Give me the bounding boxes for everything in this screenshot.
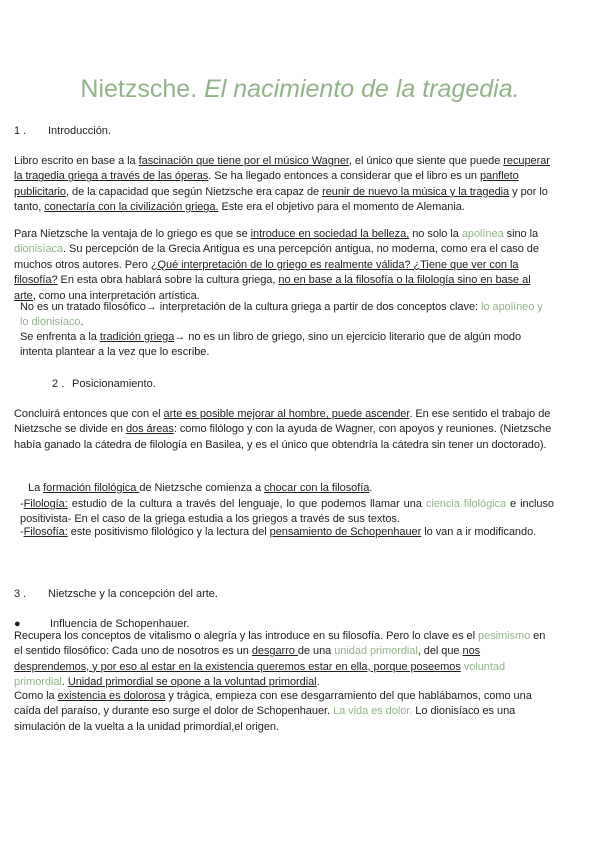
underlined-text: tradición griega	[99, 331, 175, 343]
text-run: estudio de la cultura a través del lenguaje, lo que podemos llamar una	[67, 498, 426, 510]
underlined-text: recuperar la tragedia griega a través de las óperas	[14, 155, 550, 183]
underlined-text: panfleto publicitario	[14, 170, 519, 198]
text-run: : como filólogo y con la ayuda de Wagner, con apoyos y reuniones. (Nietzsche había ganado la cátedra de filología en Basilea, y es el único que obtendría la cátedra sin tener un doctorado).	[14, 423, 552, 451]
text-run: Como la	[14, 690, 58, 702]
text-run: sino la	[503, 228, 539, 240]
underlined-text: Unidad primordial se opone a la voluntad primordial	[67, 676, 317, 689]
underlined-text: Filología:	[23, 498, 68, 510]
text-run: Este era el objetivo para el momento de Alemania.	[218, 201, 465, 214]
highlighted-term: dionisíaca	[14, 243, 64, 256]
section-heading-posicionamiento	[52, 377, 156, 391]
section-label: Nietzsche y la concepción del arte.	[48, 588, 218, 600]
text-run: .	[61, 676, 68, 689]
title-main: Nietzsche.	[80, 75, 205, 103]
text-run: Recupera los conceptos de vitalismo o alegría y las introduce en su filosofía. Pero lo clave es el	[14, 630, 479, 642]
highlighted-term: lo apolíneo y lo dionisíaco	[20, 301, 543, 329]
text-run: e incluso positivista- En el caso de la griega estudia a los griegos a través de sus textos.	[20, 498, 554, 526]
section-label: Introducción.	[48, 125, 111, 137]
underlined-text: conectaría con la civilización griega.	[44, 201, 219, 214]
underlined-text: fascinación que tiene por el músico Wagner	[138, 155, 349, 167]
text-run: No es un tratado filosófico→ interpretación de la cultura griega a partir de dos conceptos clave:	[20, 301, 482, 313]
title-italic: El nacimiento de la tragedia.	[204, 75, 520, 103]
underlined-text: Filosofía:	[23, 526, 68, 538]
text-run: .	[80, 316, 84, 329]
section-heading-introduccion	[14, 124, 111, 138]
page-title	[0, 74, 600, 104]
text-run: de una	[297, 645, 335, 658]
underlined-text: introduce en sociedad la belleza,	[250, 228, 410, 240]
text-run: .	[369, 482, 373, 494]
text-run: . En ese sentido el trabajo de Nietzsche se divide en	[14, 408, 551, 436]
posicionamiento-paragraph-4	[20, 525, 554, 540]
posicionamiento-paragraph-3	[20, 497, 554, 528]
text-run: Para Nietzsche la ventaja de lo griego es que se	[14, 228, 251, 240]
underlined-text: dos áreas	[125, 423, 174, 436]
posicionamiento-paragraph-1	[14, 407, 554, 453]
text-run: de Nietzsche comienza a	[139, 482, 265, 494]
section-number: 3 .	[14, 588, 27, 600]
posicionamiento-paragraph-2	[28, 481, 554, 496]
arte-paragraph-2	[14, 689, 554, 735]
text-run: En esta obra hablará sobre la cultura griega,	[57, 274, 279, 287]
text-run: Lo dionisíaco es una simulación de la vuelta a la unidad primordial,el origen.	[14, 705, 516, 733]
underlined-text: arte es posible mejorar al hombre, puede ascender	[163, 408, 410, 420]
text-run: La	[28, 482, 44, 494]
text-run: , de la capacidad que según Nietzsche era capaz de	[65, 185, 323, 198]
text-run: -	[20, 526, 24, 538]
bullet-icon: ●	[14, 618, 21, 630]
text-run: Se enfrenta a la	[20, 331, 100, 343]
text-run: y por lo tanto,	[14, 185, 548, 214]
text-run: lo van a ir modificando.	[421, 526, 537, 538]
intro-paragraph-4	[20, 330, 554, 361]
text-run: no solo la	[409, 228, 462, 240]
underlined-text: reunir de nuevo la música y la tragedia	[322, 185, 510, 198]
intro-paragraph-3	[20, 300, 554, 331]
underlined-text: existencia es dolorosa	[57, 690, 166, 702]
bullet-label: Influencia de Schopenhauer.	[50, 618, 190, 630]
text-run: este positivismo filológico y la lectura del	[67, 526, 270, 538]
underlined-text: chocar con la filosofía	[264, 482, 370, 494]
intro-paragraph-2	[14, 227, 554, 304]
section-number: 1 .	[14, 125, 27, 137]
text-run: . Se ha llegado entonces a considerar que el libro es un	[208, 170, 480, 183]
highlighted-term: unidad primordial	[334, 645, 418, 658]
underlined-text: no en base a la filosofía o la filología sino en base al arte,	[14, 274, 531, 302]
text-run: , del que	[417, 645, 463, 658]
text-run: como una interpretación artística.	[35, 289, 200, 302]
text-run: en el sentido filosófico: Cada uno de nosotros es un	[14, 630, 546, 658]
intro-paragraph-1	[14, 154, 554, 216]
underlined-text: pensamiento de Schopenhauer	[269, 526, 422, 538]
section-number: 2 .	[52, 378, 65, 390]
text-run: → no es un libro de griego, sino un ejercicio literario que de algún modo intenta plantear a la vez que lo escribe.	[20, 331, 522, 359]
text-run: , el único que siente que puede	[348, 155, 504, 167]
arte-paragraph-1	[14, 629, 554, 691]
highlighted-term: apolínea	[461, 228, 504, 240]
underlined-text: desgarro	[251, 645, 298, 658]
highlighted-term: ciencia filológica	[425, 498, 507, 510]
text-run: . Su percepción de la Grecia Antigua es una percepción antigua, no moderna, como era el caso de muchos otros autores. Pero	[14, 243, 539, 271]
highlighted-term: La vida es dolor.	[333, 705, 413, 718]
text-run: Concluirá entonces que con el	[14, 408, 164, 420]
highlighted-term: pesimismo	[478, 630, 531, 642]
underlined-text: ¿Qué interpretación de lo griego es realmente válida? ¿Tiene que ver con la filosofía?	[14, 258, 519, 287]
text-run: y trágica, empieza con ese desgarramiento del que hablábamos, como una caída del paraíso, y durante eso surge el dolor de Schopenhauer.	[14, 690, 532, 718]
text-run: .	[316, 676, 320, 689]
section-heading-arte	[14, 587, 218, 601]
underlined-text: nos desprendemos, y por eso al estar en la existencia queremos estar en ella, porque poseemos	[14, 645, 481, 673]
text-run: Libro escrito en base a la	[14, 155, 139, 167]
underlined-text: formación filológica	[43, 482, 140, 494]
section-label: Posicionamiento.	[72, 378, 156, 390]
text-run: -	[20, 498, 24, 510]
highlighted-term: voluntad primordial	[14, 660, 506, 689]
